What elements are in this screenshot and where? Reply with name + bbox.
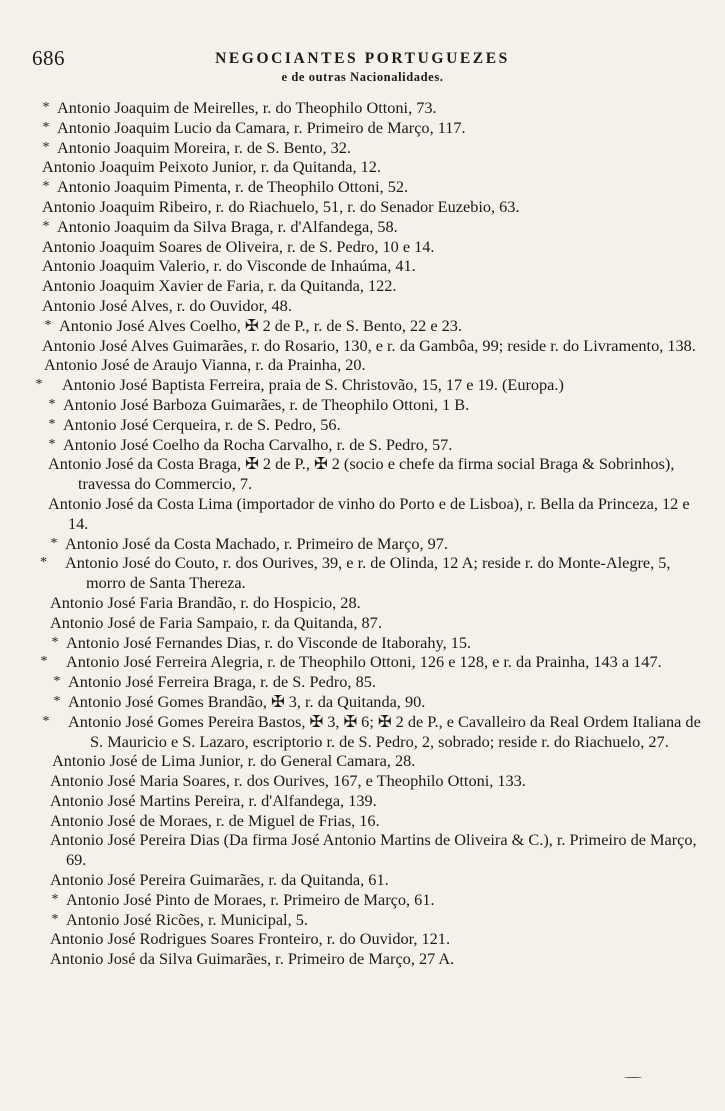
asterisk-mark: * (42, 139, 50, 155)
entry-text: Antonio José Rodrigues Soares Fronteiro, r. do Ouvidor, 121. (50, 929, 451, 949)
list-item (0, 494, 725, 534)
entry-text: Antonio Joaquim Moreira, r. de S. Bento, 32. (57, 137, 351, 157)
asterisk-mark: * (42, 713, 50, 729)
list-item (0, 415, 725, 435)
list-item (0, 712, 725, 752)
entry-text: Antonio José Ferreira Braga, r. de S. Pedro, 85. (68, 672, 376, 692)
list-item (0, 177, 725, 197)
entry-text: Antonio José Gomes Brandão, ✠ 3, r. da Quitanda, 90. (68, 691, 426, 711)
list-item (0, 791, 725, 811)
page-title: NEGOCIANTES PORTUGUEZES (215, 50, 510, 67)
asterisk-mark: * (42, 119, 50, 135)
list-item (0, 256, 725, 276)
entry-text: Antonio José de Moraes, r. de Miguel de Frias, 16. (50, 810, 380, 830)
entry-text: Antonio Joaquim Valerio, r. do Visconde de Inhaúma, 41. (42, 256, 416, 276)
entry-text: Antonio Joaquim Pimenta, r. de Theophilo Ottoni, 52. (57, 177, 409, 197)
list-item (0, 633, 725, 653)
list-item (0, 870, 725, 890)
asterisk-mark: * (40, 555, 47, 571)
entry-text: Antonio Joaquim Ribeiro, r. do Riachuelo, 51, r. do Senador Euzebio, 63. (42, 196, 520, 216)
list-item (0, 692, 725, 712)
list-item (0, 593, 725, 613)
list-item (0, 98, 725, 118)
entry-text: Antonio José Pinto de Moraes, r. Primeiro de Março, 61. (66, 889, 435, 909)
list-item (0, 534, 725, 554)
list-item (0, 435, 725, 455)
asterisk-mark: * (42, 179, 50, 195)
entry-text: Antonio José da Costa Lima (importador de vinho do Porto e de Lisboa), r. Bella da Princeza, 12 e 14. (48, 493, 690, 533)
list-item (0, 237, 725, 257)
entry-text: Antonio Joaquim de Meirelles, r. do Theophilo Ottoni, 73. (57, 98, 437, 117)
asterisk-mark: * (44, 317, 52, 333)
entry-text: Antonio José Alves, r. do Ouvidor, 48. (42, 295, 292, 315)
asterisk-mark: * (42, 100, 50, 115)
entry-text: Antonio José Ricões, r. Municipal, 5. (66, 909, 308, 929)
end-flourish (624, 1077, 642, 1078)
list-item (0, 771, 725, 791)
asterisk-mark: * (48, 416, 56, 432)
asterisk-mark: * (35, 377, 43, 393)
list-item (0, 118, 725, 138)
list-item (0, 890, 725, 910)
entry-text: Antonio José de Araujo Vianna, r. da Prainha, 20. (44, 355, 366, 375)
entry-text: Antonio Joaquim Lucio da Camara, r. Primeiro de Março, 117. (57, 117, 466, 137)
list-item (0, 613, 725, 633)
entry-text: Antonio José Barboza Guimarães, r. de Theophilo Ottoni, 1 B. (63, 394, 470, 414)
asterisk-mark: * (53, 693, 61, 709)
entry-text: Antonio Joaquim Soares de Oliveira, r. de S. Pedro, 10 e 14. (42, 236, 435, 256)
list-item (0, 316, 725, 336)
list-item (0, 751, 725, 771)
page-subtitle: e de outras Nacionalidades. (281, 70, 444, 84)
entry-text: Antonio José Faria Brandão, r. do Hospicio, 28. (50, 592, 361, 612)
entry-text: Antonio José Alves Guimarães, r. do Rosario, 130, e r. da Gambôa, 99; reside r. do Livramento, 138. (42, 335, 696, 355)
entry-text: Antonio José Martins Pereira, r. d'Alfandega, 139. (50, 790, 377, 810)
entry-text: Antonio José Coelho da Rocha Carvalho, r. de S. Pedro, 57. (63, 434, 453, 454)
entry-text: Antonio José de Lima Junior, r. do General Camara, 28. (52, 751, 416, 771)
asterisk-mark: * (48, 436, 56, 452)
asterisk-mark: * (40, 654, 48, 670)
list-item (0, 929, 725, 949)
asterisk-mark: * (42, 218, 50, 234)
list-item (0, 197, 725, 217)
list-item (0, 672, 725, 692)
list-item (0, 138, 725, 158)
asterisk-mark: * (51, 891, 59, 907)
entry-text: Antonio José Pereira Dias (Da firma José Antonio Martins de Oliveira & C.), r. Primeiro de Março, 69. (50, 830, 697, 870)
entry-text: Antonio Joaquim da Silva Braga, r. d'Alfandega, 58. (57, 216, 398, 236)
entry-text: Antonio José de Faria Sampaio, r. da Quitanda, 87. (50, 612, 382, 632)
asterisk-mark: * (50, 535, 58, 551)
list-item (0, 652, 725, 672)
entry-text: Antonio José da Costa Braga, ✠ 2 de P., ✠ 2 (socio e chefe da firma social Braga & Sobrinhos), travessa do Commercio, 7. (48, 454, 675, 494)
list-item (0, 336, 725, 356)
entry-text: Antonio José Alves Coelho, ✠ 2 de P., r. de S. Bento, 22 e 23. (59, 315, 463, 335)
list-item (0, 375, 725, 395)
list-item (0, 949, 725, 969)
list-item (0, 811, 725, 831)
entry-text: Antonio José da Silva Guimarães, r. Primeiro de Março, 27 A. (50, 949, 455, 969)
list-item (0, 157, 725, 177)
entry-text: Antonio José Gomes Pereira Bastos, ✠ 3, ✠ 6; ✠ 2 de P., e Cavalleiro da Real Ordem Italiana de S. Mauricio e S. Lazaro, escriptorio r. de S. Pedro, 2, sobrado; reside r. do Riachuelo, 27. (68, 711, 701, 751)
list-item (0, 454, 725, 494)
entry-text: Antonio José do Couto, r. dos Ourives, 39, e r. de Olinda, 12 A; reside r. do Monte-Alegre, 5, morro de Santa Thereza. (65, 553, 671, 593)
entry-text: Antonio Joaquim Xavier de Faria, r. da Quitanda, 122. (42, 276, 397, 296)
list-item (0, 553, 725, 593)
list-item (0, 830, 725, 870)
entry-text: Antonio José Baptista Ferreira, praia de S. Christovão, 15, 17 e 19. (Europa.) (62, 375, 564, 395)
list-item (0, 355, 725, 375)
asterisk-mark: * (51, 634, 59, 650)
list-item (0, 296, 725, 316)
list-item (0, 276, 725, 296)
list-item (0, 910, 725, 930)
entry-text: Antonio Joaquim Peixoto Junior, r. da Quitanda, 12. (42, 157, 381, 177)
entry-text: Antonio José Cerqueira, r. de S. Pedro, 56. (63, 414, 341, 434)
entry-text: Antonio José da Costa Machado, r. Primeiro de Março, 97. (65, 533, 448, 553)
entry-list (0, 98, 725, 969)
asterisk-mark: * (53, 674, 61, 690)
entry-text: Antonio José Fernandes Dias, r. do Visconde de Itaborahy, 15. (66, 632, 472, 652)
entry-text: Antonio José Ferreira Alegria, r. de Theophilo Ottoni, 126 e 128, e r. da Prainha, 143 a 147. (66, 652, 662, 672)
list-item (0, 217, 725, 237)
entry-text: Antonio José Pereira Guimarães, r. da Quitanda, 61. (50, 870, 389, 890)
asterisk-mark: * (51, 911, 59, 927)
asterisk-mark: * (48, 396, 56, 412)
page-number: 686 (32, 46, 65, 70)
entry-text: Antonio José Maria Soares, r. dos Ourives, 167, e Theophilo Ottoni, 133. (50, 771, 526, 791)
list-item (0, 395, 725, 415)
